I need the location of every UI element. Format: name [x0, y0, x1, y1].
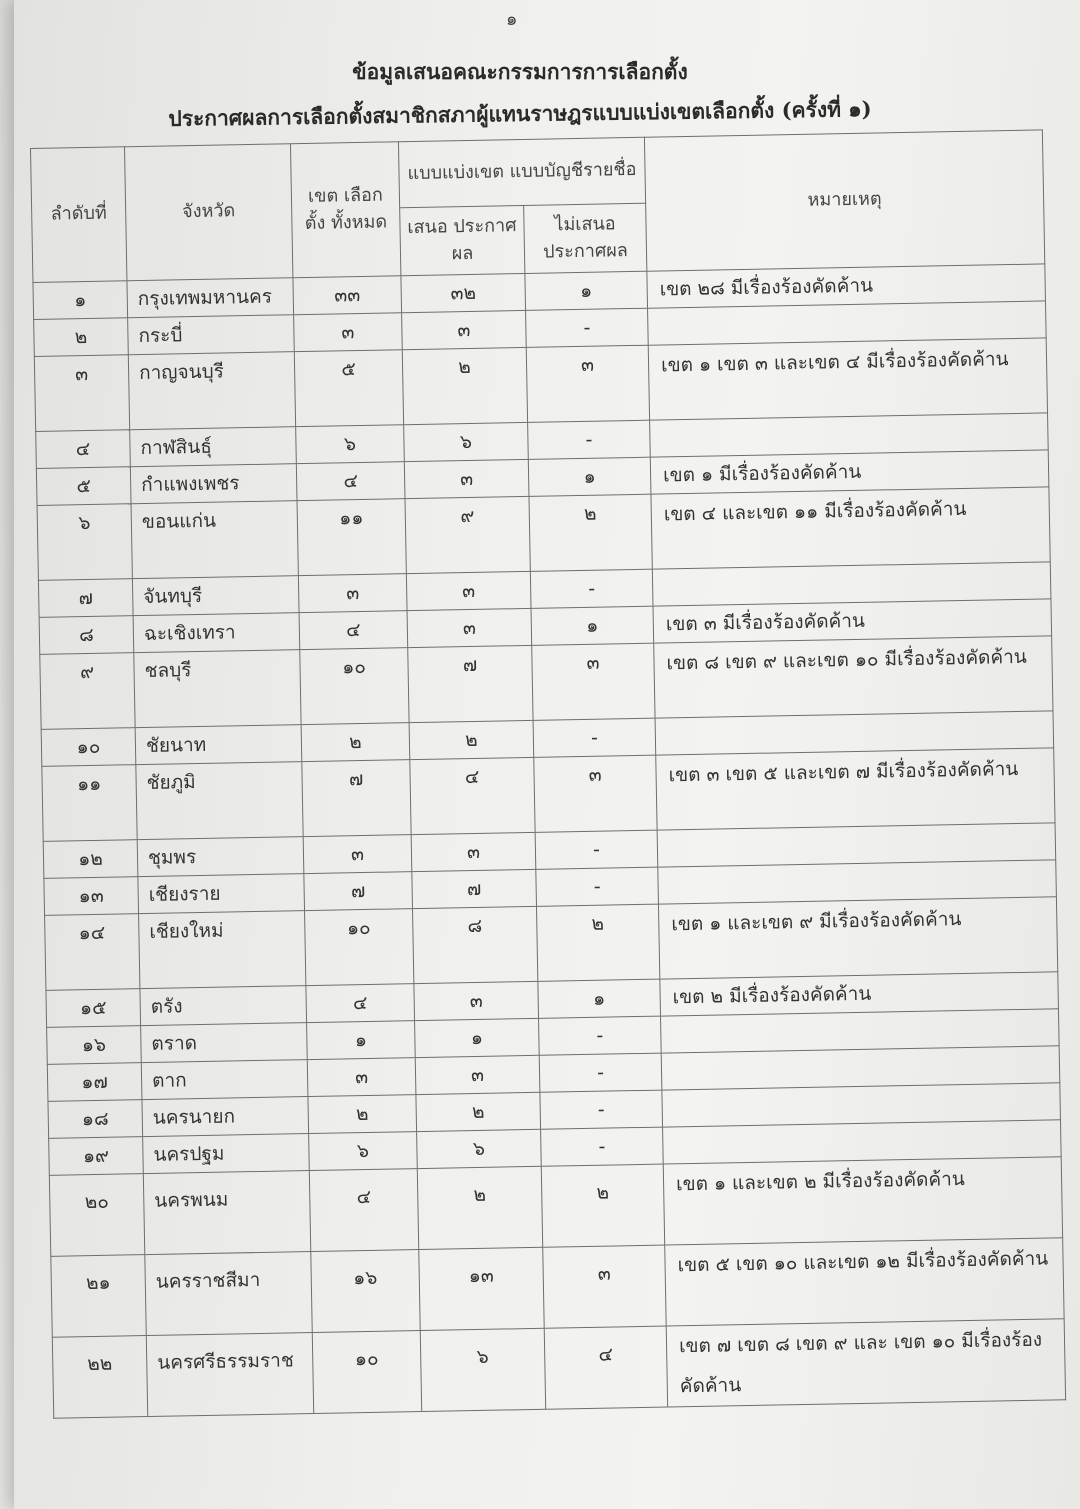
- province-cell: กระบี่: [128, 315, 295, 355]
- total-districts-cell: ๑: [307, 1021, 416, 1060]
- total-districts-cell: ๔: [296, 462, 405, 501]
- not-announce-cell: ๑: [538, 979, 661, 1018]
- row-number: ๒: [34, 318, 129, 357]
- province-cell: ตาก: [141, 1060, 308, 1100]
- not-announce-cell: -: [539, 1016, 662, 1055]
- announce-cell: ๙: [405, 496, 530, 573]
- province-cell: นครปฐม: [143, 1134, 310, 1174]
- remark-cell: เขต ๘ เขต ๙ และเขต ๑๐ มีเรื่องร้องคัดค้าน: [654, 636, 1053, 718]
- row-number: ๘: [39, 616, 134, 655]
- announce-cell: ๗: [408, 645, 533, 722]
- announce-cell: ๑: [415, 1018, 540, 1057]
- total-districts-cell: ๔: [309, 1169, 418, 1252]
- announce-cell: ๗: [412, 869, 537, 908]
- province-cell: กำแพงเพชร: [130, 464, 297, 504]
- total-districts-cell: ๑๖: [311, 1250, 420, 1333]
- row-number: ๑๙: [49, 1137, 144, 1176]
- header-order: ลำดับที่: [31, 147, 127, 283]
- announce-cell: ๒: [416, 1092, 541, 1131]
- announce-cell: ๖: [417, 1129, 542, 1168]
- row-number: ๙: [40, 653, 135, 730]
- total-districts-cell: ๕: [294, 350, 403, 427]
- announce-cell: ๓: [411, 832, 536, 871]
- results-table-container: [30, 129, 1065, 1418]
- not-announce-cell: ๒: [536, 904, 659, 981]
- province-cell: ชัยนาท: [135, 725, 302, 765]
- announce-cell: ๒: [417, 1166, 542, 1249]
- announce-cell: ๓๒: [401, 273, 526, 312]
- row-number: ๗: [38, 579, 133, 618]
- not-announce-cell: -: [539, 1053, 662, 1092]
- remark-cell: เขต ๗ เขต ๘ เขต ๙ และ เขต ๑๐ มีเรื่องร้องคัดค้าน: [666, 1319, 1065, 1407]
- province-cell: ชุมพร: [137, 837, 304, 877]
- province-cell: กาฬสินธุ์: [130, 427, 297, 467]
- not-announce-cell: ๒: [529, 494, 652, 571]
- province-cell: ชลบุรี: [134, 650, 301, 728]
- announce-cell: ๑๓: [419, 1247, 544, 1330]
- total-districts-cell: ๔: [306, 984, 415, 1023]
- total-districts-cell: ๑๑: [297, 499, 406, 576]
- total-districts-cell: ๓: [298, 574, 407, 613]
- header-district-group: แบบแบ่งเขต แบบบัญชีรายชื่อ: [398, 137, 645, 207]
- province-cell: กาญจนบุรี: [128, 352, 295, 430]
- province-cell: ตราด: [141, 1023, 308, 1063]
- announce-cell: ๓: [407, 608, 532, 647]
- not-announce-cell: ๑: [525, 271, 648, 310]
- remark-cell: เขต ๕ เขต ๑๐ และเขต ๑๒ มีเรื่องร้องคัดค้าน: [665, 1238, 1064, 1326]
- total-districts-cell: ๓: [294, 313, 403, 352]
- province-cell: เชียงใหม่: [139, 911, 306, 989]
- row-number: ๑๔: [45, 914, 140, 991]
- not-announce-cell: -: [528, 420, 651, 459]
- announce-cell: ๓: [404, 459, 529, 498]
- total-districts-cell: ๖: [309, 1132, 418, 1171]
- total-districts-cell: ๗: [304, 872, 413, 911]
- results-table: [30, 129, 1066, 1418]
- document-title: ข้อมูลเสนอคณะกรรมการการเลือกตั้ง: [352, 59, 688, 84]
- remark-cell: เขต ๓ เขต ๕ และเขต ๗ มีเรื่องร้องคัดค้าน: [656, 748, 1055, 830]
- announce-cell: ๓: [406, 571, 531, 610]
- header-total-districts: เขต เลือกตั้ง ทั้งหมด: [290, 142, 400, 278]
- row-number: ๖: [37, 504, 132, 581]
- total-districts-cell: ๒: [308, 1095, 417, 1134]
- total-districts-cell: ๑๐: [312, 1331, 421, 1414]
- not-announce-cell: ๓: [534, 755, 657, 832]
- row-number: ๑๓: [44, 877, 139, 916]
- row-number: ๓: [34, 355, 129, 432]
- row-number: ๑๕: [46, 989, 141, 1028]
- province-cell: นครราชสีมา: [145, 1252, 312, 1336]
- not-announce-cell: ๒: [541, 1164, 664, 1247]
- remark-cell: เขต ๔ และเขต ๑๑ มีเรื่องร้องคัดค้าน: [651, 487, 1050, 569]
- announce-cell: ๓: [415, 1055, 540, 1094]
- header-not-announce: ไม่เสนอ ประกาศผล: [524, 203, 647, 273]
- province-cell: ฉะเชิงเทรา: [133, 613, 300, 653]
- total-districts-cell: ๗: [302, 760, 411, 837]
- province-cell: นครพนม: [143, 1171, 310, 1255]
- announce-cell: ๓: [414, 981, 539, 1020]
- announce-cell: ๓: [402, 310, 527, 349]
- remark-cell: เขต ๓ มีเรื่องร้องคัดค้าน: [653, 599, 1052, 643]
- not-announce-cell: -: [530, 569, 653, 608]
- remark-cell: เขต ๑ เขต ๓ และเขต ๔ มีเรื่องร้องคัดค้าน: [648, 338, 1047, 420]
- not-announce-cell: ๓: [543, 1245, 666, 1328]
- remark-cell: เขต ๑ มีเรื่องร้องคัดค้าน: [650, 450, 1049, 494]
- row-number: ๑๐: [41, 728, 136, 767]
- row-number: ๑: [33, 281, 128, 320]
- not-announce-cell: -: [526, 308, 649, 347]
- not-announce-cell: ๔: [544, 1326, 667, 1409]
- announce-cell: ๒: [409, 720, 534, 759]
- row-number: ๑๗: [47, 1063, 142, 1102]
- row-number: ๑๖: [47, 1026, 142, 1065]
- row-number: ๑๒: [43, 840, 138, 879]
- remark-cell: เขต ๑ และเขต ๙ มีเรื่องร้องคัดค้าน: [658, 897, 1057, 979]
- not-announce-cell: ๓: [526, 345, 649, 422]
- province-cell: ขอนแก่น: [131, 501, 298, 579]
- announce-cell: ๘: [413, 906, 538, 983]
- announce-cell: ๒: [402, 347, 527, 424]
- province-cell: จันทบุรี: [132, 576, 299, 616]
- province-cell: นครศรีธรรมราช: [146, 1333, 313, 1417]
- row-number: ๑๘: [48, 1100, 143, 1139]
- not-announce-cell: -: [535, 830, 658, 869]
- province-cell: เชียงราย: [138, 874, 305, 914]
- document-subtitle: ประกาศผลการเลือกตั้งสมาชิกสภาผู้แทนราษฎรแบบแบ่งเขตเลือกตั้ง (ครั้งที่ ๑): [168, 96, 872, 131]
- announce-cell: ๖: [404, 422, 529, 461]
- total-districts-cell: ๒: [301, 723, 410, 762]
- total-districts-cell: ๓: [303, 835, 412, 874]
- total-districts-cell: ๑๐: [300, 648, 409, 725]
- remark-cell: เขต ๒ มีเรื่องร้องคัดค้าน: [660, 972, 1059, 1016]
- not-announce-cell: -: [540, 1090, 663, 1129]
- not-announce-cell: -: [536, 867, 659, 906]
- header-announce: เสนอ ประกาศผล: [400, 205, 525, 275]
- announce-cell: ๔: [410, 757, 535, 834]
- not-announce-cell: -: [541, 1127, 664, 1166]
- province-cell: ชัยภูมิ: [136, 762, 303, 840]
- header-province: จังหวัด: [124, 144, 292, 281]
- total-districts-cell: ๖: [296, 425, 405, 464]
- province-cell: ตรัง: [140, 986, 307, 1026]
- total-districts-cell: ๔: [299, 611, 408, 650]
- not-announce-cell: -: [533, 718, 656, 757]
- province-cell: นครนายก: [142, 1097, 309, 1137]
- results-table-body: [33, 264, 1066, 1418]
- total-districts-cell: ๑๐: [305, 909, 414, 986]
- total-districts-cell: ๓: [307, 1058, 416, 1097]
- province-cell: กรุงเทพมหานคร: [127, 278, 294, 318]
- not-announce-cell: ๑: [528, 457, 651, 496]
- total-districts-cell: ๓๓: [293, 276, 402, 315]
- announce-cell: ๖: [420, 1328, 545, 1411]
- remark-cell: เขต ๒๘ มีเรื่องร้องคัดค้าน: [647, 264, 1046, 308]
- page-number: ๑: [506, 9, 518, 30]
- row-number: ๒๐: [49, 1174, 144, 1257]
- row-number: ๒๑: [51, 1255, 146, 1338]
- row-number: ๑๑: [42, 765, 137, 842]
- not-announce-cell: ๓: [532, 643, 655, 720]
- remark-cell: เขต ๑ และเขต ๒ มีเรื่องร้องคัดค้าน: [663, 1157, 1062, 1245]
- row-number: ๒๒: [52, 1336, 147, 1419]
- row-number: ๔: [36, 430, 131, 469]
- header-remark: หมายเหตุ: [644, 130, 1044, 271]
- not-announce-cell: ๑: [531, 606, 654, 645]
- row-number: ๕: [36, 467, 131, 506]
